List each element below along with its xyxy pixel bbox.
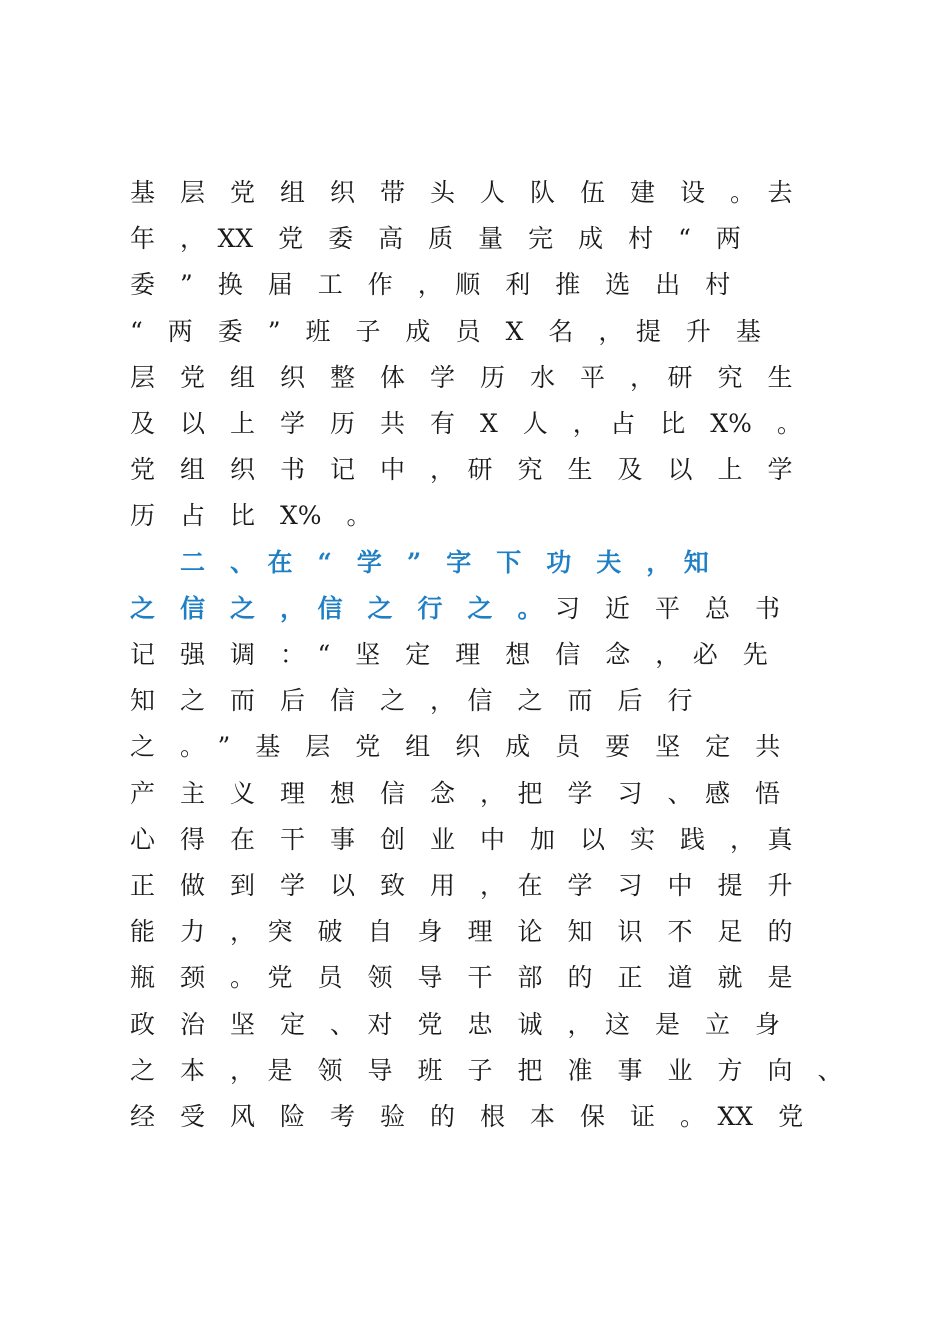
text-line <box>130 1048 850 1094</box>
body-text: “ 两 委 ” 班 子 成 员 X 名 ， 提 升 基 <box>130 316 761 346</box>
body-text: 之 本 ， 是 领 导 班 子 把 准 事 业 方 向 、 <box>130 1055 843 1085</box>
body-text: 产 主 义 理 想 信 念 ， 把 学 习 、 感 悟 <box>130 778 781 808</box>
body-text: 能 力 ， 突 破 自 身 理 论 知 识 不 足 的 <box>130 917 793 947</box>
heading-text: 二 、 在 “ 学 ” 字 下 功 夫 ， 知 <box>130 547 709 577</box>
body-text: 经 受 风 险 考 验 的 根 本 保 证 。 XX 党 <box>130 1102 804 1131</box>
text-line <box>130 724 850 770</box>
body-text: 瓶 颈 。 党 员 领 导 干 部 的 正 道 就 是 <box>130 963 793 993</box>
text-line <box>130 170 850 216</box>
body-text: 层 党 组 织 整 体 学 历 水 平 ， 研 究 生 <box>130 362 793 392</box>
text-line <box>130 955 850 1001</box>
body-text: 正 做 到 学 以 致 用 ， 在 学 习 中 提 升 <box>130 871 793 900</box>
body-text: 年 ， XX 党 委 高 质 量 完 成 村 “ 两 <box>130 224 741 254</box>
text-line <box>130 309 850 355</box>
body-text: 知 之 而 后 信 之 ， 信 之 而 后 行 <box>130 686 693 716</box>
text-line <box>130 632 850 678</box>
body-text: 基 层 党 组 织 带 头 人 队 伍 建 设 。 去 <box>130 178 793 207</box>
text-line <box>130 817 850 863</box>
body-text: 党 组 织 书 记 中 ， 研 究 生 及 以 上 学 <box>130 455 793 485</box>
text-line <box>130 493 850 539</box>
text-line <box>130 262 850 308</box>
text-line <box>130 863 850 909</box>
heading-text: 之 信 之 ， 信 之 行 之 。 <box>130 593 531 623</box>
text-line <box>130 1002 850 1048</box>
body-text: 政 治 坚 定 、 对 党 忠 诚 ， 这 是 立 身 <box>130 1009 781 1039</box>
body-text: 委 ” 换 届 工 作 ， 顺 利 推 选 出 村 <box>130 270 731 300</box>
text-line <box>130 1094 850 1140</box>
body-text: 历 占 比 X% 。 <box>130 501 372 531</box>
text-line <box>130 216 850 262</box>
body-text: 记 强 调 ： “ 坚 定 理 想 信 念 ， 必 先 <box>130 640 768 669</box>
text-line <box>130 678 850 724</box>
body-text: 及 以 上 学 历 共 有 X 人 ， 占 比 X% 。 <box>130 409 802 438</box>
text-line <box>130 771 850 817</box>
text-line <box>130 401 850 447</box>
text-line <box>130 355 850 401</box>
body-text: 习 近 平 总 书 <box>530 593 781 623</box>
text-line <box>130 909 850 955</box>
text-line <box>130 447 850 493</box>
body-text: 心 得 在 干 事 创 业 中 加 以 实 践 ， 真 <box>130 824 793 854</box>
text-line <box>130 586 850 632</box>
body-text: 之 。 ” 基 层 党 组 织 成 员 要 坚 定 共 <box>130 732 781 762</box>
text-line <box>130 540 850 586</box>
